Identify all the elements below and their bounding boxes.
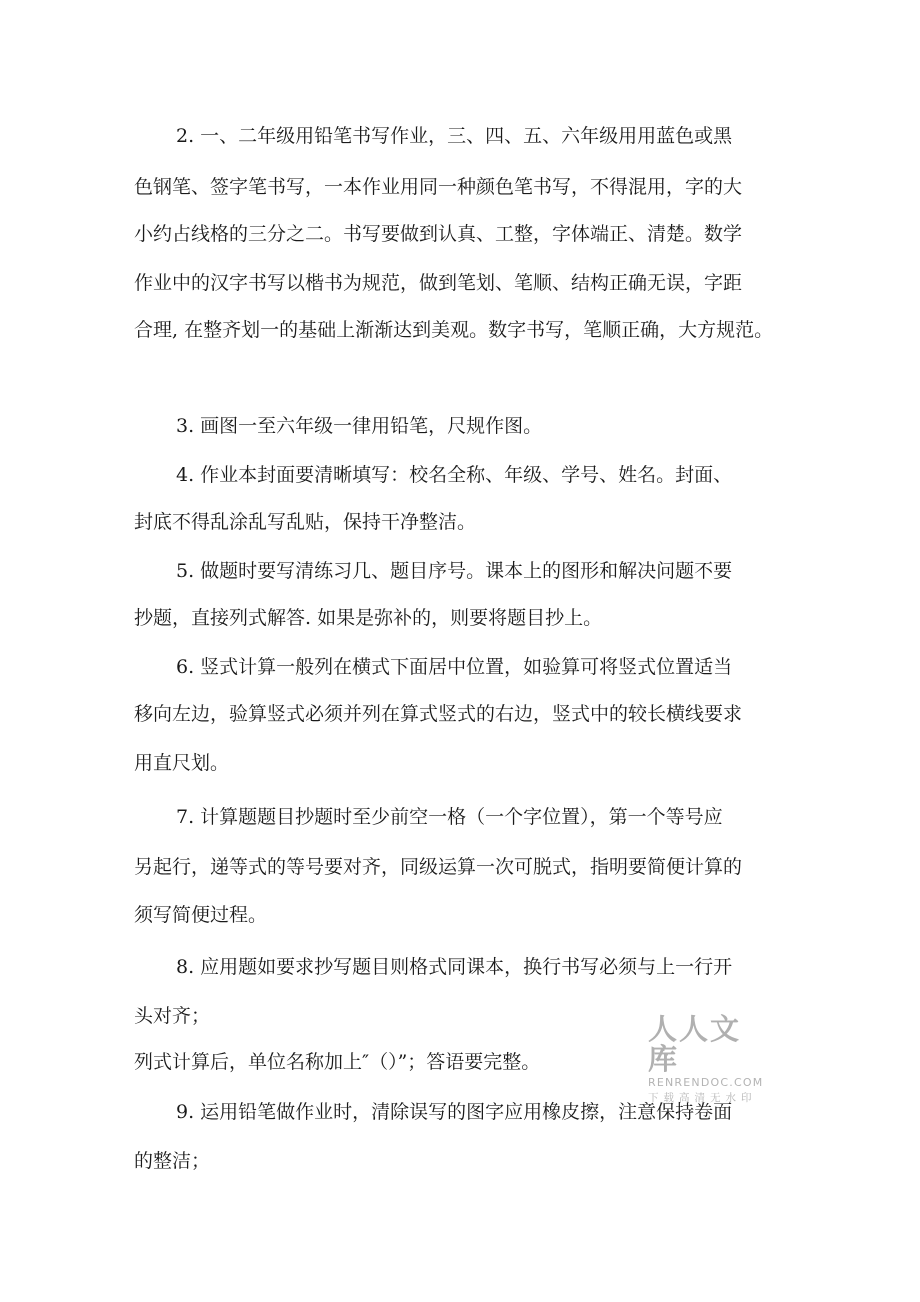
item-4-line-1: 4. 作业本封面要清晰填写：校名全称、年级、学号、姓名。封面、 [176, 464, 733, 486]
item-2-line-2: 色钢笔、签字笔书写，一本作业用同一种颜色笔书写，不得混用，字的大 [134, 176, 743, 198]
item-8-line-3: 列式计算后，单位名称加上″（）”；答语要完整。 [134, 1051, 541, 1073]
watermark-title: 人人文库 [648, 1012, 742, 1076]
item-4-line-2: 封底不得乱涂乱写乱贴，保持干净整洁。 [134, 511, 477, 533]
watermark-logo [648, 1014, 770, 1105]
item-2-line-3: 小约占线格的三分之二。书写要做到认真、工整，字体端正、清楚。数学 [134, 223, 743, 245]
item-9-line-1: 9. 运用铅笔做作业时，清除误写的图字应用橡皮擦，注意保持卷面 [176, 1101, 733, 1123]
item-3-line-1: 3. 画图一至六年级一律用铅笔，尺规作图。 [176, 415, 543, 437]
item-8-line-2: 头对齐； [134, 1005, 211, 1027]
item-8-line-1: 8. 应用题如要求抄写题目则格式同课本，换行书写必须与上一行开 [176, 956, 733, 978]
item-2-line-4: 作业中的汉字书写以楷书为规范，做到笔划、笔顺、结构正确无误，字距 [134, 272, 743, 294]
item-2-line-5: 合理, 在整齐划一的基础上渐渐达到美观。数字书写，笔顺正确，大方规范。 [134, 319, 774, 341]
item-6-line-3: 用直尺划。 [134, 752, 230, 774]
item-9-line-2: 的整洁； [134, 1150, 211, 1172]
item-6-line-2: 移向左边，验算竖式必须并列在算式竖式的右边，竖式中的较长横线要求 [134, 703, 743, 725]
item-5-line-1: 5. 做题时要写清练习几、题目序号。课本上的图形和解决问题不要 [176, 560, 733, 582]
item-7-line-2: 另起行，递等式的等号要对齐，同级运算一次可脱式，指明要简便计算的 [134, 856, 743, 878]
item-2-line-1: 2. 一、二年级用铅笔书写作业，三、四、五、六年级用用蓝色或黑 [176, 125, 733, 147]
item-7-line-3: 须写简便过程。 [134, 904, 268, 926]
item-5-line-2: 抄题，直接列式解答. 如果是弥补的，则要将题目抄上。 [134, 607, 603, 629]
item-7-line-1: 7. 计算题题目抄题时至少前空一格（一个字位置），第一个等号应 [176, 806, 723, 828]
watermark-subtitle: 下载高清无水印 [648, 1092, 757, 1104]
watermark-url: RENRENDOC.COM [648, 1076, 764, 1089]
item-6-line-1: 6. 竖式计算一般列在横式下面居中位置，如验算可将竖式位置适当 [176, 656, 733, 678]
